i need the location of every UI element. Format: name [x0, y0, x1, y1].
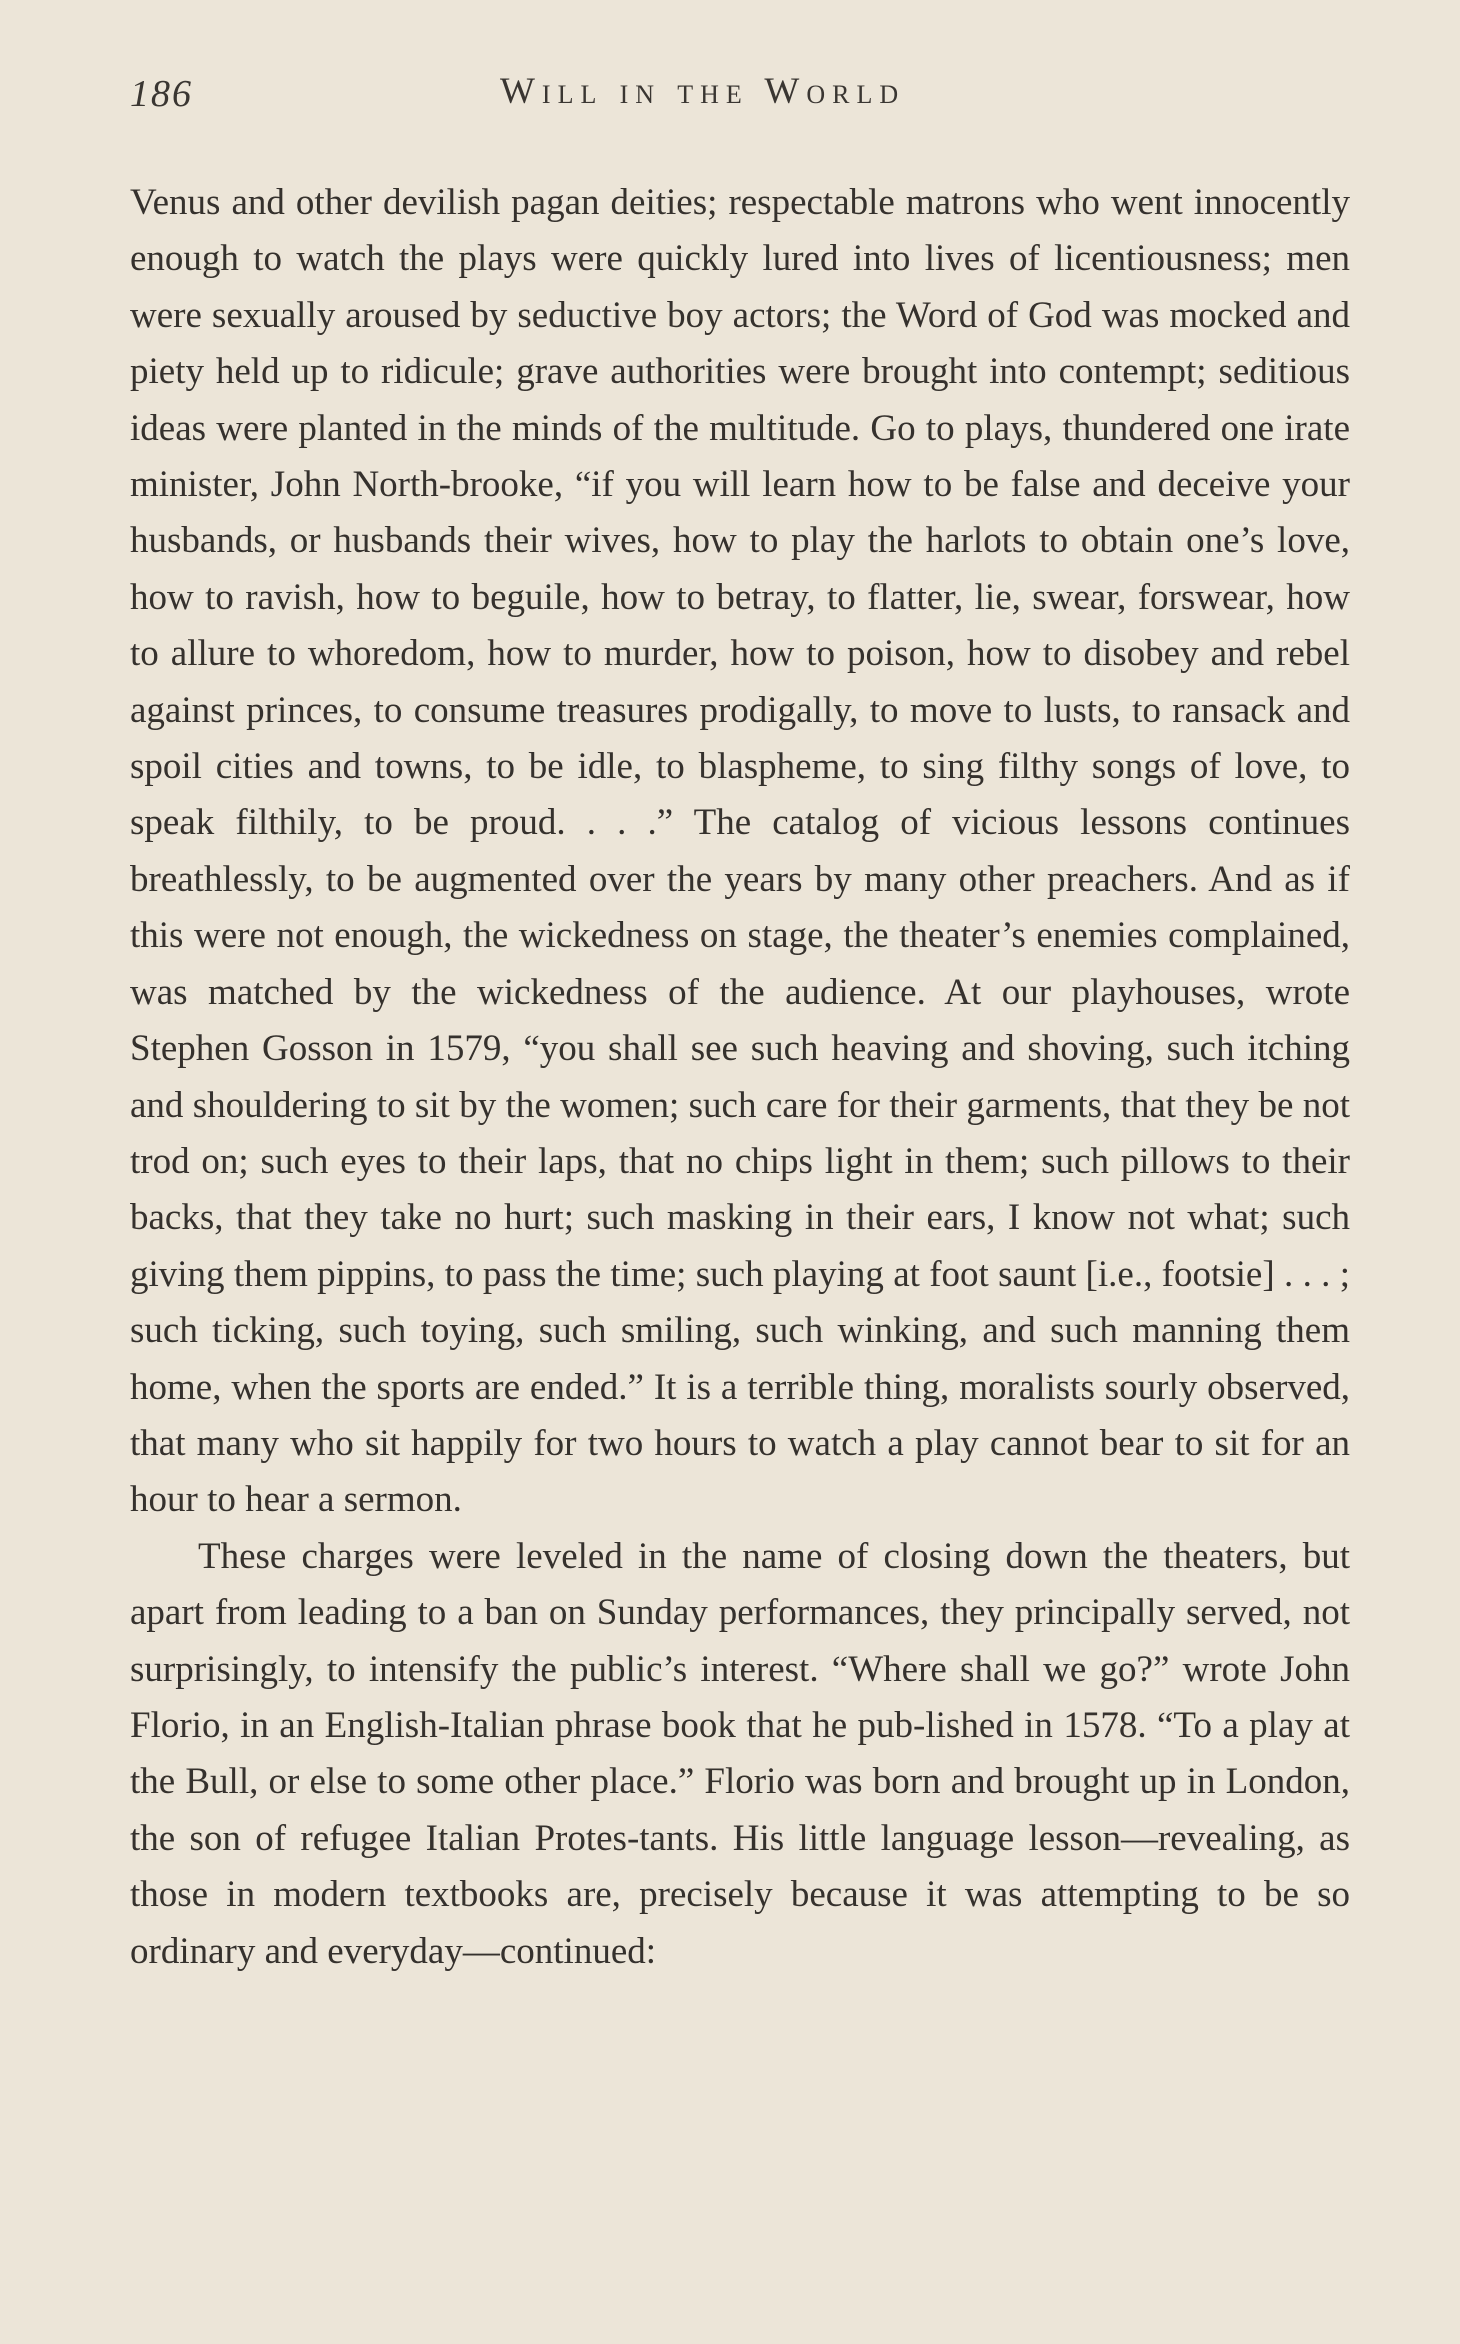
page-number: 186: [130, 73, 193, 115]
book-title: Will in the World: [500, 71, 906, 112]
running-head: [130, 70, 1350, 120]
paragraph-continued: Venus and other devilish pagan deities; respectable matrons who went innocently enough to watch the plays were quickly lured into lives of licentiousness; men were sexually aroused by seductive boy actors; the Word of God was mocked and piety held up to ridicule; grave authorities were brought into contempt; seditious ideas were planted in the minds of the multitude. Go to plays, thundered one irate minister, John North-brooke, “if you will learn how to be false and deceive your husbands, or husbands their wives, how to play the harlots to obtain one’s love, how to ravish, how to beguile, how to betray, to flatter, lie, swear, forswear, how to allure to whoredom, how to murder, how to poison, how to disobey and rebel against princes, to consume treasures prodigally, to move to lusts, to ransack and spoil cities and towns, to be idle, to blaspheme, to sing filthy songs of love, to speak filthily, to be proud. . . .” The catalog of vicious lessons continues breathlessly, to be augmented over the years by many other preachers. And as if this were not enough, the wickedness on stage, the theater’s enemies complained, was matched by the wickedness of the audience. At our playhouses, wrote Stephen Gosson in 1579, “you shall see such heaving and shoving, such itching and shouldering to sit by the women; such care for their garments, that they be not trod on; such eyes to their laps, that no chips light in them; such pillows to their backs, that they take no hurt; such masking in their ears, I know not what; such giving them pippins, to pass the time; such playing at foot saunt [i.e., footsie] . . . ; such ticking, such toying, such smiling, such winking, and such manning them home, when the sports are ended.” It is a terrible thing, moralists sourly observed, that many who sit happily for two hours to watch a play cannot bear to sit for an hour to hear a sermon.: [130, 182, 1350, 1521]
body-text: [130, 175, 1350, 1980]
paragraph: These charges were leveled in the name of closing down the theaters, but apart from leading to a ban on Sunday performances, they principally served, not surprisingly, to intensify the public’s interest. “Where shall we go?” wrote John Florio, in an English-Italian phrase book that he pub-lished in 1578. “To a play at the Bull, or else to some other place.” Florio was born and brought up in London, the son of refugee Italian Protes-tants. His little language lesson—revealing, as those in modern textbooks are, precisely because it was attempting to be so ordinary and everyday—continued:: [130, 1535, 1350, 1972]
